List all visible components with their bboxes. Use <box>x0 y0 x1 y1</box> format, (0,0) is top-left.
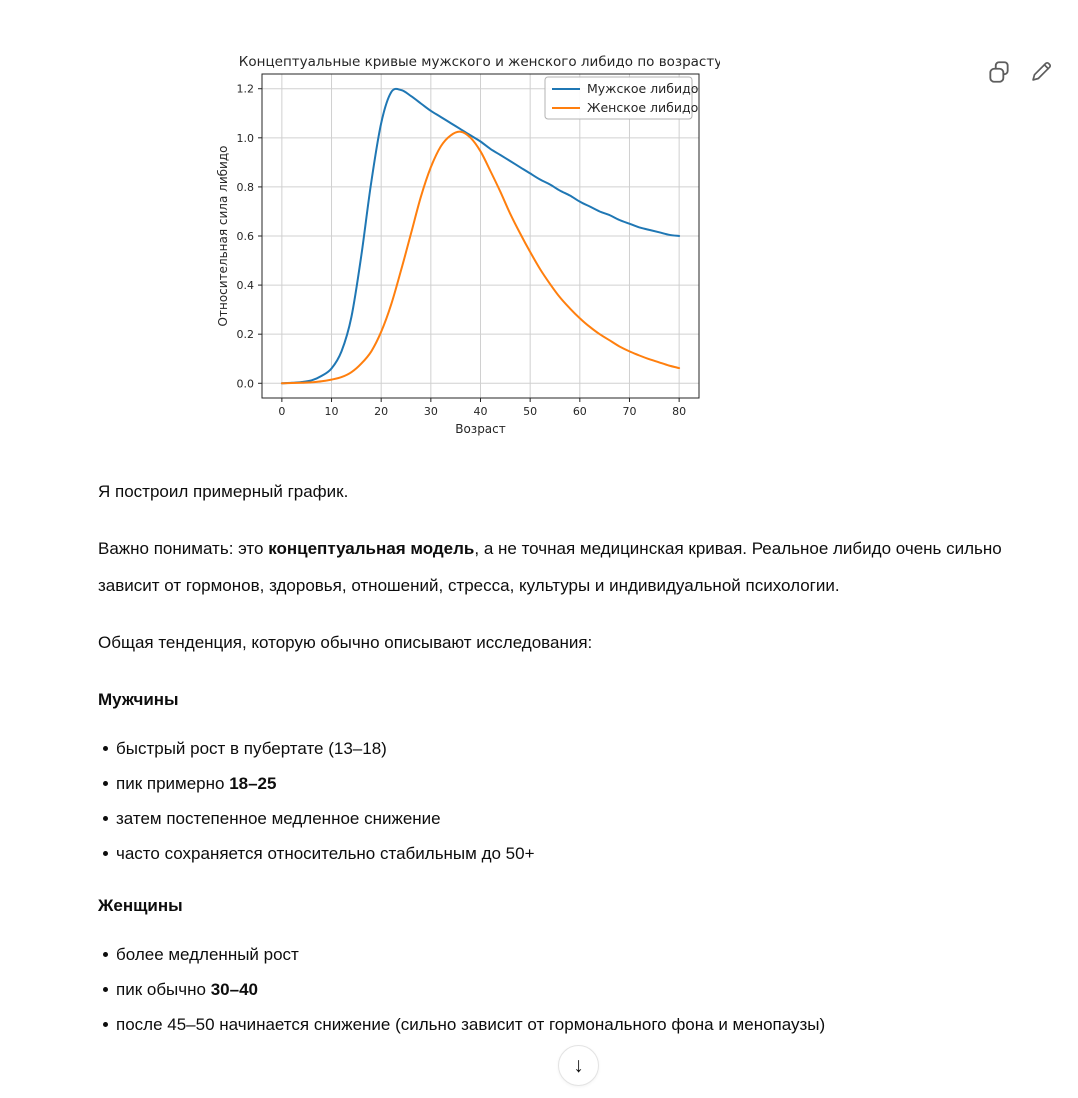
text-run: затем постепенное медленное снижение <box>116 809 441 828</box>
message-actions <box>982 56 1058 90</box>
svg-text:1.0: 1.0 <box>236 131 254 145</box>
list-item <box>116 1007 1018 1042</box>
svg-text:50: 50 <box>523 405 538 418</box>
bold-text: концептуальная модель <box>268 539 475 558</box>
men-heading: Мужчины <box>98 690 179 709</box>
chart-title: Концептуальные кривые мужского и женского либидо по возрасту <box>238 54 720 70</box>
women-list <box>98 937 1018 1042</box>
down-arrow-icon: ↓ <box>573 1053 584 1077</box>
women-heading: Женщины <box>98 896 183 915</box>
edit-button[interactable] <box>1024 56 1058 90</box>
bold-text: 18–25 <box>229 774 277 793</box>
svg-text:0.2: 0.2 <box>236 328 254 342</box>
svg-text:30: 30 <box>423 405 438 418</box>
svg-text:40: 40 <box>473 405 488 418</box>
trend-paragraph: Общая тенденция, которую обычно описывают исследования: <box>98 633 593 652</box>
text-run: пик обычно <box>116 980 211 999</box>
text-run: после 45–50 начинается снижение (сильно зависит от гормонального фона и менопаузы) <box>116 1015 826 1034</box>
list-item <box>116 972 1018 1007</box>
list-item <box>116 836 1018 871</box>
svg-text:80: 80 <box>672 405 687 418</box>
svg-text:70: 70 <box>622 405 637 418</box>
svg-text:0: 0 <box>278 405 286 418</box>
x-axis-label: Возраст <box>455 422 506 436</box>
svg-text:1.2: 1.2 <box>236 82 254 96</box>
list-item <box>116 801 1018 836</box>
text-run: , а не точная медицинская кривая. Реальное либидо очень сильно зависит от гормонов, здоровья, отношений, стресса, культуры и индивидуальной психологии. <box>98 539 1002 595</box>
list-item <box>116 937 1018 972</box>
svg-text:20: 20 <box>374 405 389 418</box>
men-list <box>98 731 1018 871</box>
edit-icon <box>1029 60 1053 87</box>
chart-legend <box>545 77 698 119</box>
bold-text: 30–40 <box>210 980 258 999</box>
svg-text:Мужское либидо: Мужское либидо <box>587 81 699 96</box>
text-run: часто сохраняется относительно стабильным до 50+ <box>116 844 535 863</box>
libido-chart <box>215 50 720 455</box>
svg-text:10: 10 <box>324 405 339 418</box>
svg-text:0.6: 0.6 <box>236 230 254 243</box>
chart-svg <box>215 50 720 442</box>
list-item <box>116 731 1018 766</box>
svg-text:Женское либидо: Женское либидо <box>587 100 699 115</box>
assistant-message <box>0 50 1078 1042</box>
text-run: Важно понимать: это <box>98 539 269 558</box>
text-run: более медленный рост <box>116 945 299 964</box>
svg-text:0.8: 0.8 <box>236 180 254 194</box>
scroll-to-bottom-button[interactable] <box>558 1045 599 1086</box>
copy-button[interactable] <box>982 56 1016 90</box>
intro-paragraph: Я построил примерный график. <box>98 482 349 501</box>
svg-text:0.0: 0.0 <box>236 377 254 391</box>
svg-text:0.4: 0.4 <box>236 279 254 293</box>
y-axis-label: Относительная сила либидо <box>216 145 230 327</box>
list-item <box>116 766 1018 801</box>
svg-text:60: 60 <box>572 405 587 418</box>
copy-icon <box>986 59 1012 88</box>
text-run: пик примерно <box>116 774 230 793</box>
caveat-paragraph <box>98 530 1018 604</box>
text-run: быстрый рост в пубертате (13–18) <box>116 739 387 758</box>
